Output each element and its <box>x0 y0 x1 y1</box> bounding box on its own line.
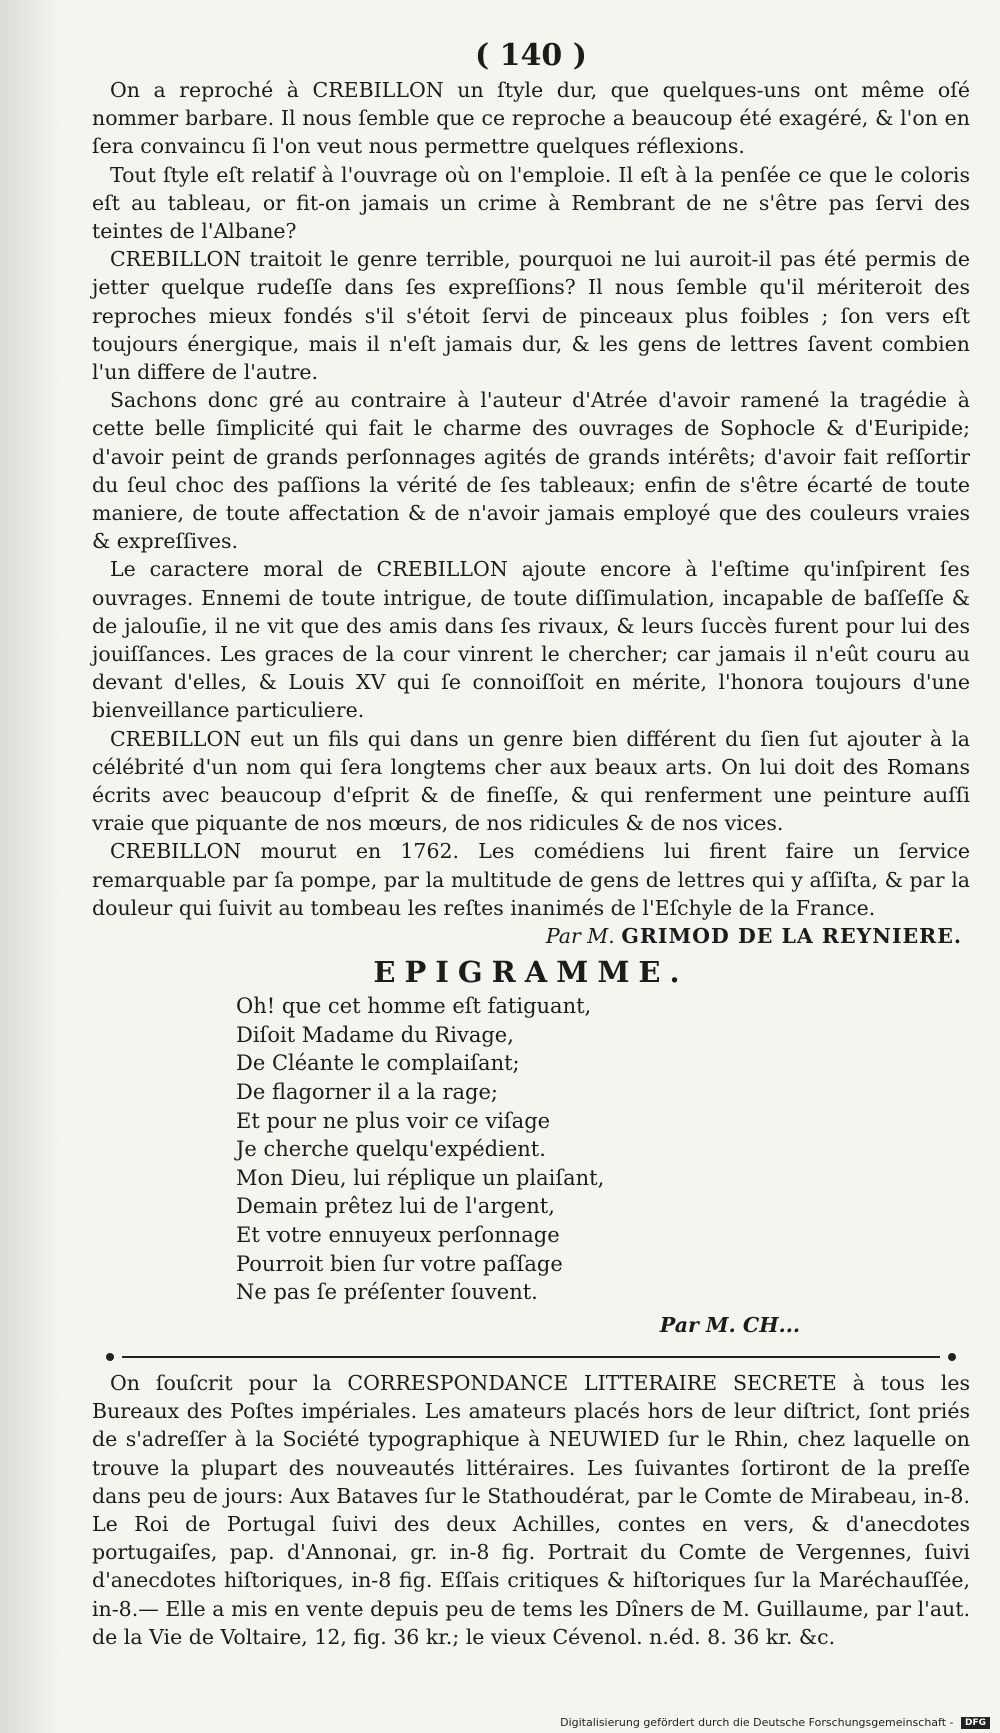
digitization-credit <box>560 1716 990 1729</box>
epigram-signature: Par M. CH... <box>659 1312 800 1337</box>
paragraph: Tout ſtyle eſt relatif à l'ouvrage où on l'emploie. Il eſt à la penſée ce que le coloris eſt au tableau, or fit-on jamais un crime à Rembrant de ne s'être pas ſervi des teintes de l'Albane? <box>92 162 970 244</box>
article-byline <box>92 922 970 950</box>
paragraph: CREBILLON mourut en 1762. Les comédiens lui firent faire un ſervice remarquable par ſa pompe, par la multitude de gens de lettres qui y aſſiſta, & par la douleur qui ſuivit au tombeau les reſtes inanimés de l'Eſchyle de la France. <box>92 839 970 920</box>
poem-line: Ne pas ſe préſenter ſouvent. <box>236 1280 538 1305</box>
poem-line: Diſoit Madame du Rivage, <box>236 1022 514 1047</box>
paragraph: Le caractere moral de CREBILLON ajoute encore à l'eſtime qu'inſpirent ſes ouvrages. Ennemi de toute intrigue, de toute diſſimulation, incapable de baſſeſſe & de jalouſie, il ne vit que des amis dans ſes rivaux, & leurs ſuccès furent pour lui des jouiſſances. Les graces de la cour vinrent le chercher; car jamais il n'eût couru au devant d'elles, & Louis XV qui ſe connoiſſoit en mérite, l'honora toujours d'une bienveillance particuliere. <box>92 557 970 723</box>
poem-line: De flagorner il a la rage; <box>236 1080 498 1105</box>
poem-line: Pourroit bien ſur votre paſſage <box>236 1251 563 1276</box>
page-number: ( 140 ) <box>475 38 587 73</box>
page-text <box>92 36 970 1651</box>
poem-line: De Cléante le complaiſant; <box>236 1051 520 1076</box>
divider-ornament <box>948 1353 956 1361</box>
paragraph: Sachons donc gré au contraire à l'auteur d'Atrée d'avoir ramené la tragédie à cette belle ſimplicité qui fait le charme des ouvrages de Sophocle & d'Euripide; d'avoir peint de grands perſonnages agités de grands intérêts; d'avoir fait reſſortir du ſeul choc des paſſions la vérité de ſes tableaux; enfin de s'être écarté de toute maniere, de toute affectation & de n'avoir jamais employé que des couleurs vraies & expreſſives. <box>92 388 970 554</box>
byline-prefix: Par M. <box>545 924 615 949</box>
divider-line <box>122 1356 940 1358</box>
paragraph: CREBILLON eut un fils qui dans un genre bien différent du ſien ſut ajouter à la célébrité d'un nom qui ſera longtems cher aux beaux arts. On lui doit des Romans écrits avec beaucoup d'eſprit & de fineſſe, & qui renferment une peinture auſſi vraie que piquante de nos mœurs, de nos ridicules & de nos vices. <box>92 726 970 836</box>
poem-line: Oh! que cet homme eſt fatiguant, <box>236 994 592 1019</box>
paragraph: CREBILLON traitoit le genre terrible, pourquoi ne lui auroit-il pas été permis de jetter quelque rudeſſe dans ſes expreſſions? Il nous ſemble qu'il mériteroit des reproches mieux fondés s'il s'étoit ſervi de pinceaux plus foibles ; ſon vers eſt toujours énergique, mais il n'eſt jamais dur, & les gens de lettres ſavent combien l'un differe de l'autre. <box>92 247 970 385</box>
poem-line: Et votre ennuyeux perſonnage <box>236 1223 560 1248</box>
epigram-poem <box>236 992 970 1307</box>
poem-line: Et pour ne plus voir ce viſage <box>236 1108 551 1133</box>
dfg-logo: DFG <box>961 1717 990 1729</box>
subscription-notice: On ſouſcrit pour la CORRESPONDANCE LITTERAIRE SECRETE à tous les Bureaux des Poſtes impériales. Les amateurs placés hors de leur diſtrict, ſont priés de s'adreſſer à la Société typographique à NEUWIED ſur le Rhin, chez laquelle on trouve la plupart des nouveautés littéraires. Les ſuivantes ſortiront de la preſſe dans peu de jours: Aux Bataves ſur le Stathoudérat, par le Comte de Mirabeau, in-8. Le Roi de Portugal ſuivi des deux Achilles, contes en vers, & d'anecdotes portugaiſes, pap. d'Annonai, gr. in-8 fig. Portrait du Comte de Vergennes, ſuivi d'anecdotes hiſtoriques, in-8 fig. Eſſais critiques & hiſtoriques ſur la Maréchauſſée, in-8.— Elle a mis en vente depuis peu de tems les Dîners de M. Guillaume, par l'aut. de la Vie de Voltaire, 12, fig. 36 kr.; le vieux Cévenol. n.éd. 8. 36 kr. &c. <box>92 1371 970 1649</box>
byline-author: GRIMOD DE LA REYNIERE. <box>621 924 962 949</box>
poem-line: Demain prêtez lui de l'argent, <box>236 1194 555 1219</box>
poem-line: Je cherche quelqu'expédient. <box>236 1137 546 1162</box>
credit-text: Digitalisierung gefördert durch die Deutsche Forschungsgemeinschaft - <box>560 1716 954 1729</box>
paragraph: On a reproché à CREBILLON un ſtyle dur, que quelques-uns ont même oſé nommer barbare. Il nous ſemble que ce reproche a beaucoup été exagéré, & l'on en ſera convaincu ſi l'on veut nous permettre quelques réflexions. <box>92 78 970 159</box>
poem-line: Mon Dieu, lui réplique un plaiſant, <box>236 1165 605 1190</box>
section-divider <box>92 1343 970 1369</box>
epigram-title: EPIGRAMME. <box>373 955 689 990</box>
divider-ornament <box>106 1353 114 1361</box>
